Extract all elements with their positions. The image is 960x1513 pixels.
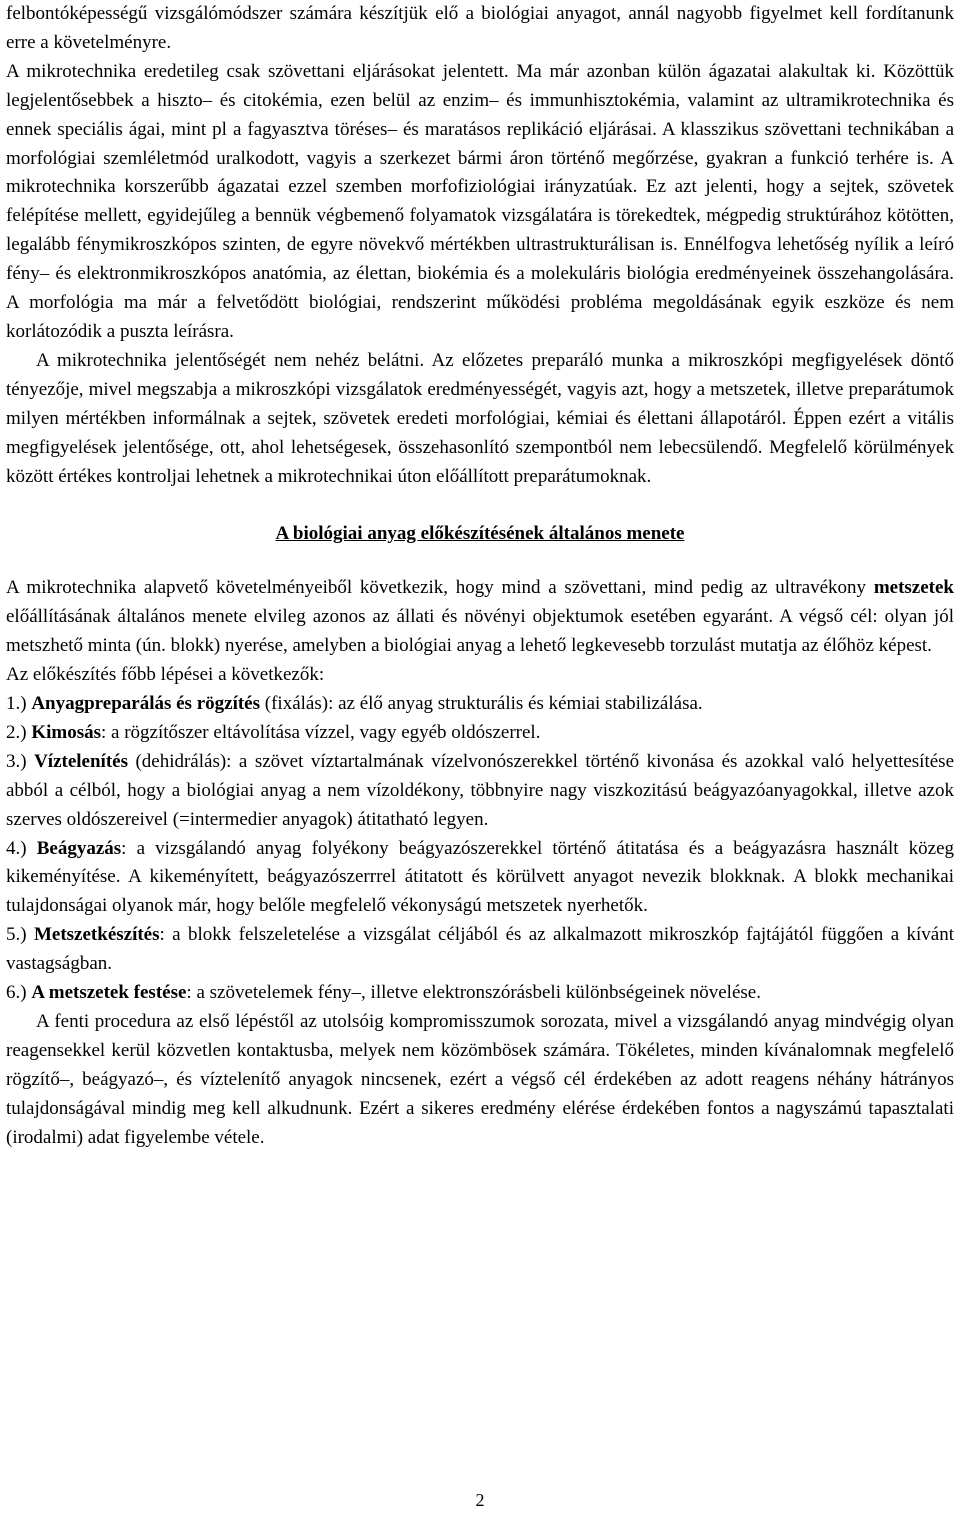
step-term: Beágyazás: [36, 837, 122, 859]
step-item: [6, 748, 954, 835]
step-number: 4.): [6, 837, 27, 859]
paragraph-significance: A mikrotechnika jelentőségét nem nehéz belátni. Az előzetes preparáló munka a mikroszkópi megfigyelések döntő tényezője, mivel megszabja a mikroszkópi vizsgálatok eredményességét, vagyis azt, hogy a metszetek, illetve preparátumok milyen mértékben informálnak a sejtek, szövetek eredeti morfológiai, kémiai és élettani állapotáról. Éppen ezért a vitális megfigyelések jelentősége, ott, ahol lehetségesek, összehasonlító szempontból nem lebecsülendő. Megfelelő körülmények között értékes kontroljai lehetnek a mikrotechnikai úton előállított preparátumoknak.: [6, 349, 954, 487]
general-bold-term: metszetek: [873, 577, 954, 599]
general-text-2: előállításának általános menete elvileg azonos az állati és növényi objektumok esetében egyaránt. A végső cél: olyan jól metszhető minta (ún. blokk) nyerése, amelyben a biológiai anyag a lehető legkevesebb torzulást mutatja az élőhöz képest.: [6, 606, 954, 657]
step-item: [6, 719, 954, 748]
step-text: : a rögzítőszer eltávolítása vízzel, vagy egyéb oldószerrel.: [101, 721, 541, 743]
step-number: 2.): [6, 721, 27, 743]
paragraph-compromise: A fenti procedura az első lépéstől az utolsóig kompromisszumok sorozata, mivel a vizsgálandó anyag mindvégig olyan reagensekkel kerül közvetlen kontaktusba, melyek nem közömbösek számára. Tökéletes, minden kívánalomnak megfelelő rögzítő–, beágyazó–, és víztelenítő anyagok nincsenek, ezért a végső cél érdekében az adott reagens néhány hátrányos tulajdonságával mindig meg kell alkudnunk. Ezért a sikeres eredmény elérése érdekében fontos a nagyszámú tapasztalati (irodalmi) adat figyelembe vétele.: [6, 1011, 954, 1148]
step-term: A metszetek festése: [31, 982, 187, 1004]
step-number: 5.): [6, 924, 27, 946]
step-item: [6, 921, 954, 979]
document-page: [6, 0, 954, 1153]
step-text: : a vizsgálandó anyag folyékony beágyazószerekkel történő átitatása és a beágyazásra használt közeg kikeményítése. A kikeményített, beágyazószerrrel átitatott és körülvett anyagot nevezik blokknak. A blokk mechanikai tulajdonságai olyanok már, hogy belőle megfelelő vékonyságú metszetek nyerhetők.: [6, 837, 955, 917]
step-term: Anyagpreparálás és rögzítés: [31, 693, 261, 715]
steps-list: [6, 690, 954, 1008]
step-text: (dehidrálás): a szövet víztartalmának vízelvonószerekkel történő kivonása és azokkal való helyettesítése abból a célból, hogy a biológiai anyag a nem vízoldékony, többnyire nagy viszkozitású beágyazóanyagokkal, illetve azok szerves oldószereivel (=intermedier anyagok) átitatható legyen.: [6, 750, 955, 830]
step-item: [6, 690, 954, 719]
step-text: : a blokk felszeletelése a vizsgálat céljából és az alkalmazott mikroszkóp fajtájától függően a kívánt vastagságban.: [6, 924, 954, 975]
page-number: 2: [475, 1490, 485, 1510]
section-heading: A biológiai anyag előkészítésének általános menete: [275, 523, 685, 545]
step-number: 1.): [6, 693, 27, 715]
step-item: [6, 835, 954, 922]
step-term: Víztelenítés: [34, 750, 128, 772]
steps-intro: Az előkészítés főbb lépései a következők:: [6, 664, 325, 686]
general-text-1: A mikrotechnika alapvető követelményeiből következik, hogy mind a szövettani, mind pedig az ultravékony: [6, 577, 874, 599]
step-term: Kimosás: [31, 721, 102, 743]
paragraph-continuation: felbontóképességű vizsgálómódszer számára készítjük elő a biológiai anyagot, annál nagyobb figyelmet kell fordítanunk erre a követelményre.: [6, 3, 954, 53]
step-item: [6, 979, 954, 1008]
step-number: 6.): [6, 982, 27, 1004]
step-term: Metszetkészítés: [33, 924, 160, 946]
step-text: : a szövetelemek fény–, illetve elektronszórásbeli különbségeinek növelése.: [186, 982, 761, 1004]
step-number: 3.): [6, 750, 27, 772]
paragraph-branches: A mikrotechnika eredetileg csak szövettani eljárásokat jelentett. Ma már azonban külön ágazatai alakultak ki. Közöttük legjelentősebbek a hiszto– és citokémia, ezen belül az enzim– és immunhisztokémia, valamint az ultramikrotechnika és ennek speciális ágai, mint pl a fagyasztva töréses– és maratásos replikáció eljárásai. A klasszikus szövettani technikában a morfológiai szemléletmód uralkodott, vagyis a szerkezet bármi áron történő megőrzése, gyakran a funkció terhére is. A mikrotechnika korszerűbb ágazatai ezzel szemben morfofiziológiai irányzatúak. Ez azt jelenti, hogy a sejtek, szövetek felépítése mellett, egyidejűleg a bennük végbemenő folyamatok vizsgálatára is törekedtek, mégpedig struktúrához kötötten, legalább fénymikroszkópos szinten, de egyre növekvő mértékben ultrastrukturálisan is. Ennélfogva lehetőség nyílik a leíró fény– és elektronmikroszkópos anatómia, az élettan, biokémia és a molekuláris biológia eredményeinek összehangolására. A morfológia ma már a felvetődött biológiai, rendszerint működési probléma megoldásának egyik eszköze és nem korlátozódik a puszta leírásra.: [6, 60, 954, 342]
paragraph-general-process: [6, 574, 954, 661]
step-text: (fixálás): az élő anyag strukturális és kémiai stabilizálása.: [260, 693, 703, 715]
